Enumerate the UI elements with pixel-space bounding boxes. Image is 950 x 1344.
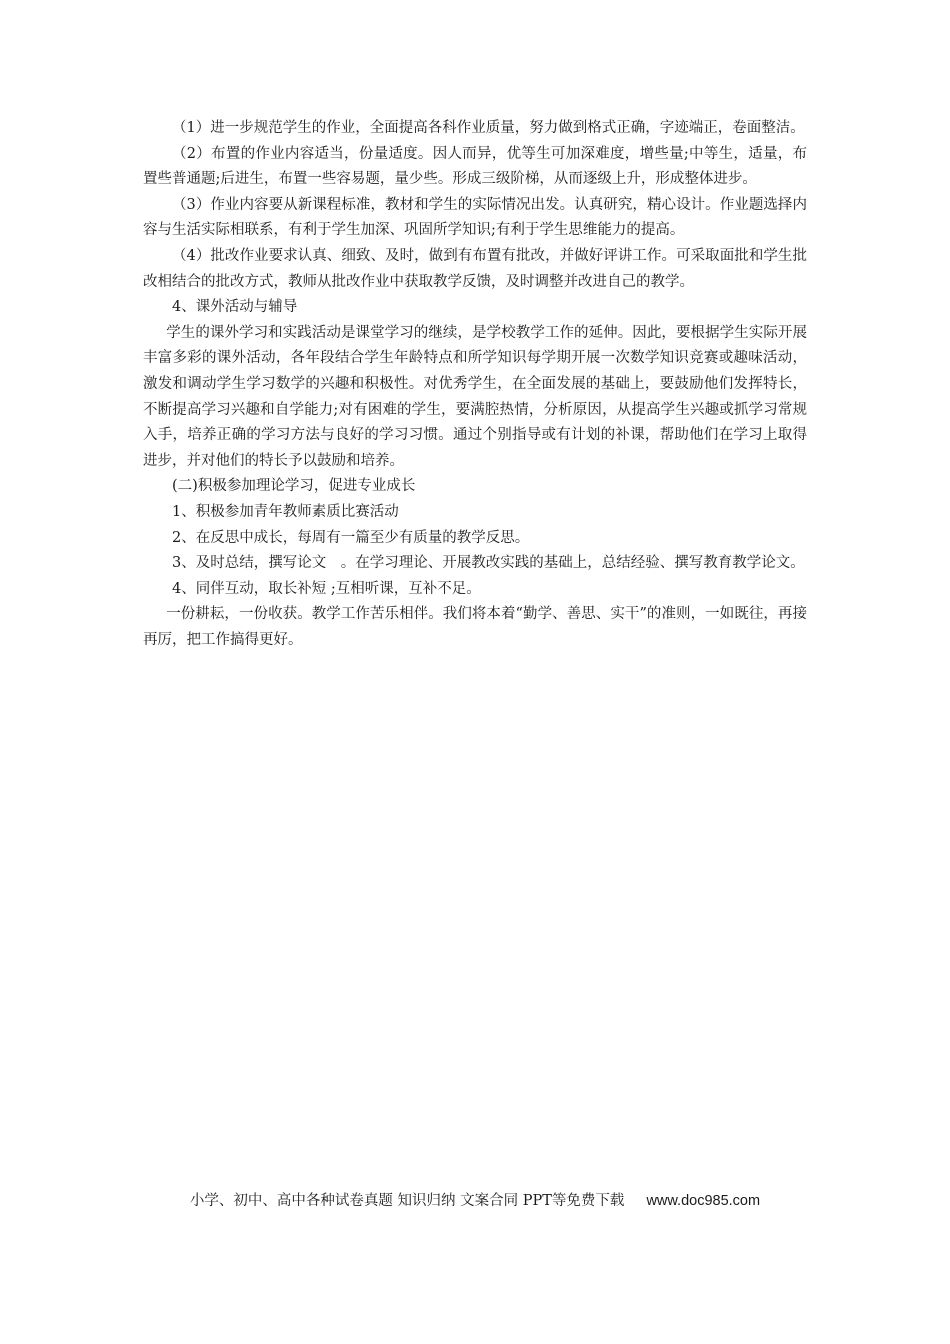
paragraph-conclusion: 一份耕耘，一份收获。教学工作苦乐相伴。我们将本着“勤学、善思、实干”的准则，一如既往，再接再厉，把工作搞得更好。 xyxy=(143,606,807,648)
paragraph-homework-1: （1）进一步规范学生的作业，全面提高各科作业质量，努力做到格式正确，字迹端正，卷面整洁。 xyxy=(172,120,805,136)
paragraph-extracurricular: 学生的课外学习和实践活动是课堂学习的继续，是学校教学工作的延伸。因此，要根据学生实际开展丰富多彩的课外活动，各年段结合学生年龄特点和所学知识每学期开展一次数学知识竞赛或趣味活动，激发和调动学生学习数学的兴趣和积极性。对优秀学生，在全面发展的基础上，要鼓励他们发挥特长，不断提高学习兴趣和自学能力;对有困难的学生，要满腔热情，分析原因，从提高学生兴趣或抓学习常规入手，培养正确的学习方法与良好的学习习惯。通过个别指导或有计划的补课，帮助他们在学习上取得进步，并对他们的特长予以鼓励和培养。 xyxy=(143,324,807,469)
document-body xyxy=(143,116,807,653)
paragraph-homework-3: （3）作业内容要从新课程标准，教材和学生的实际情况出发。认真研究，精心设计。作业题选择内容与生活实际相联系，有利于学生加深、巩固所学知识;有利于学生思维能力的提高。 xyxy=(143,196,807,239)
page-footer xyxy=(0,1190,950,1212)
list-item-3: 3、及时总结，撰写论文 。在学习理论、开展教改实践的基础上，总结经验、撰写教育教学论文。 xyxy=(172,555,805,572)
list-item-1: 1、积极参加青年教师素质比赛活动 xyxy=(172,503,399,520)
footer-text: 小学、初中、高中各种试卷真题 知识归纳 文案合同 PPT等免费下载 xyxy=(189,1193,625,1209)
section-heading-theory-study: (二)积极参加理论学习，促进专业成长 xyxy=(172,478,416,495)
paragraph-homework-4: （4）批改作业要求认真、细致、及时，做到有布置有批改，并做好评讲工作。可采取面批和学生批改相结合的批改方式，教师从批改作业中获取教学反馈，及时调整并改进自己的教学。 xyxy=(143,247,807,290)
list-item-2: 2、在反思中成长，每周有一篇至少有质量的教学反思。 xyxy=(172,529,530,546)
paragraph-homework-2: （2）布置的作业内容适当，份量适度。因人而异，优等生可加深难度，增些量;中等生，适量，布置些普通题;后进生，布置一些容易题，量少些。形成三级阶梯，从而逐级上升，形成整体进步。 xyxy=(143,145,807,188)
footer-site-link[interactable]: www.doc985.com xyxy=(646,1193,761,1209)
section-heading-extracurricular: 4、课外活动与辅导 xyxy=(172,299,298,316)
list-item-4: 4、同伴互动，取长补短 ;互相听课，互补不足。 xyxy=(172,580,481,597)
